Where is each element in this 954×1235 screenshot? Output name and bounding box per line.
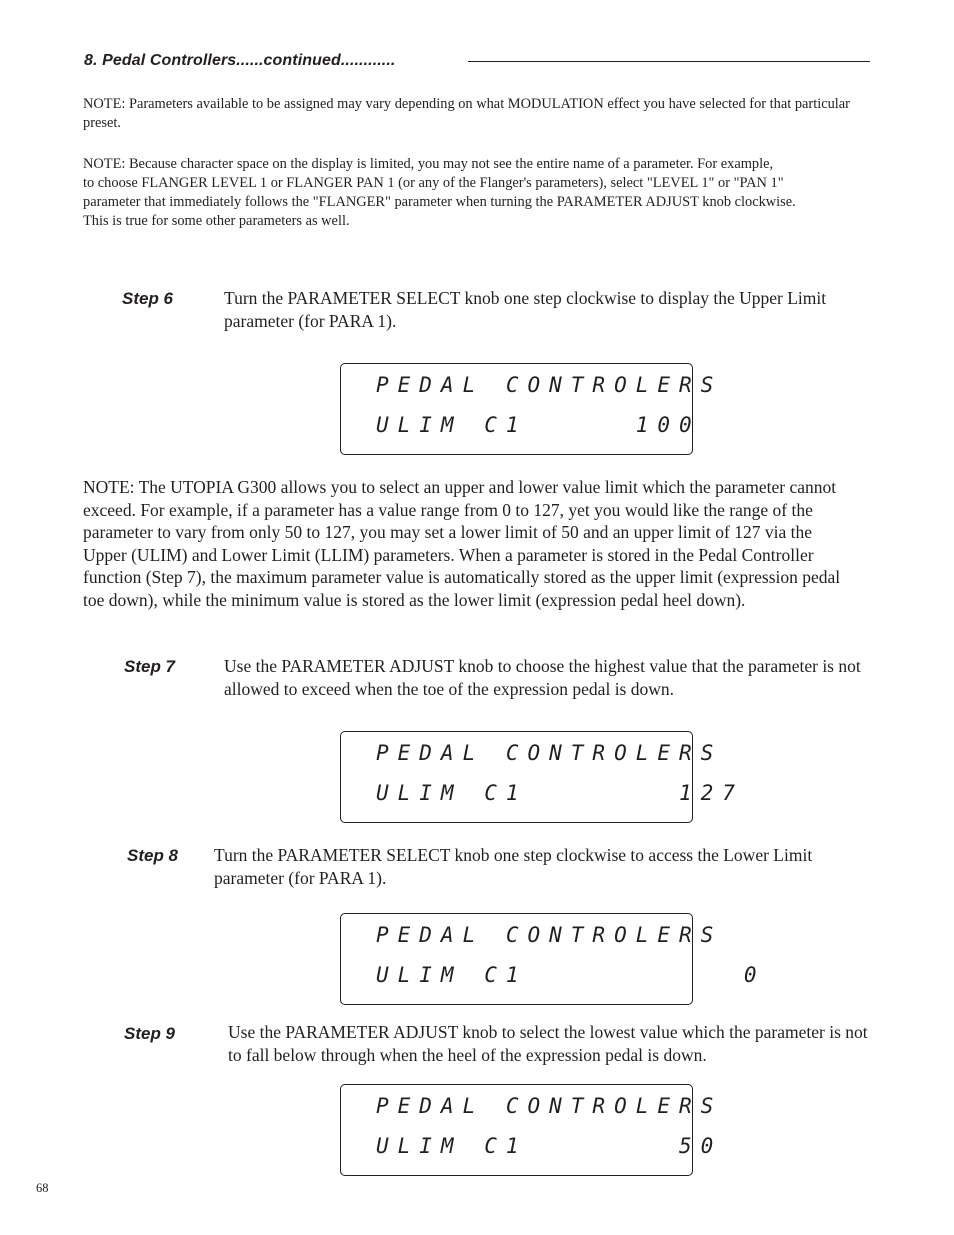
step-8-label: Step 8 bbox=[127, 846, 179, 865]
step-9-text: Use the PARAMETER ADJUST knob to select the lowest value which the parameter is not to fall below through when the heel of the expression pedal is down. bbox=[228, 1022, 868, 1065]
step-8-text: Turn the PARAMETER SELECT knob one step clockwise to access the Lower Limit parameter (for PARA 1). bbox=[214, 845, 813, 888]
lcd-line-1: PEDAL CONTROLERS bbox=[376, 1094, 723, 1118]
lcd-display-step-9 bbox=[340, 1084, 723, 1176]
note-line: This is true for some other parameters as well. bbox=[83, 213, 350, 229]
lcd-line-2: ULIM C1 127 bbox=[376, 781, 744, 805]
lcd-display-step-7 bbox=[340, 731, 744, 823]
title-rule bbox=[468, 61, 870, 62]
lcd-line-2: ULIM C1 0 bbox=[376, 963, 766, 987]
step-7-label: Step 7 bbox=[124, 657, 176, 676]
note-line: to choose FLANGER LEVEL 1 or FLANGER PAN 1 (or any of the Flanger's parameters), select "LEVEL 1" or "PAN 1" bbox=[83, 175, 784, 191]
note-character-space bbox=[83, 155, 873, 231]
note-limits: NOTE: The UTOPIA G300 allows you to select an upper and lower value limit which the parameter cannot exceed. For example, if a parameter has a value range from 0 to 127, yet you would like the range of the parameter to vary from only 50 to 127, you may set a lower limit of 50 and an upper limit of 127 via the Upper (ULIM) and Lower Limit (LLIM) parameters. When a parameter is stored in the Pedal Controller function (Step 7), the maximum parameter value is automatically stored as the upper limit (expression pedal toe down), while the minimum value is stored as the lower limit (expression pedal heel down). bbox=[83, 477, 841, 610]
lcd-line-1: PEDAL CONTROLERS bbox=[376, 373, 723, 397]
lcd-display-step-6 bbox=[340, 363, 723, 455]
note-line: NOTE: Because character space on the display is limited, you may not see the entire name of a parameter. For example, bbox=[83, 156, 774, 172]
step-6-text: Turn the PARAMETER SELECT knob one step clockwise to display the Upper Limit parameter (for PARA 1). bbox=[224, 288, 827, 331]
note-modulation: NOTE: Parameters available to be assigned may vary depending on what MODULATION effect you have selected for that particular preset. bbox=[83, 96, 850, 131]
note-line: parameter that immediately follows the "FLANGER" parameter when turning the PARAMETER ADJUST knob clockwise. bbox=[83, 194, 796, 210]
step-6-label: Step 6 bbox=[122, 289, 174, 308]
lcd-display-step-8 bbox=[340, 913, 766, 1005]
lcd-line-2: ULIM C1 50 bbox=[376, 1134, 723, 1158]
step-7-text: Use the PARAMETER ADJUST knob to choose the highest value that the parameter is not allowed to exceed when the toe of the expression pedal is down. bbox=[224, 656, 861, 699]
section-title: 8. Pedal Controllers......continued............ bbox=[84, 52, 396, 69]
lcd-line-2: ULIM C1 100 bbox=[376, 413, 701, 437]
step-9-label: Step 9 bbox=[124, 1024, 176, 1043]
page-number: 68 bbox=[36, 1181, 49, 1195]
lcd-line-1: PEDAL CONTROLERS bbox=[376, 741, 723, 765]
lcd-line-1: PEDAL CONTROLERS bbox=[376, 923, 723, 947]
